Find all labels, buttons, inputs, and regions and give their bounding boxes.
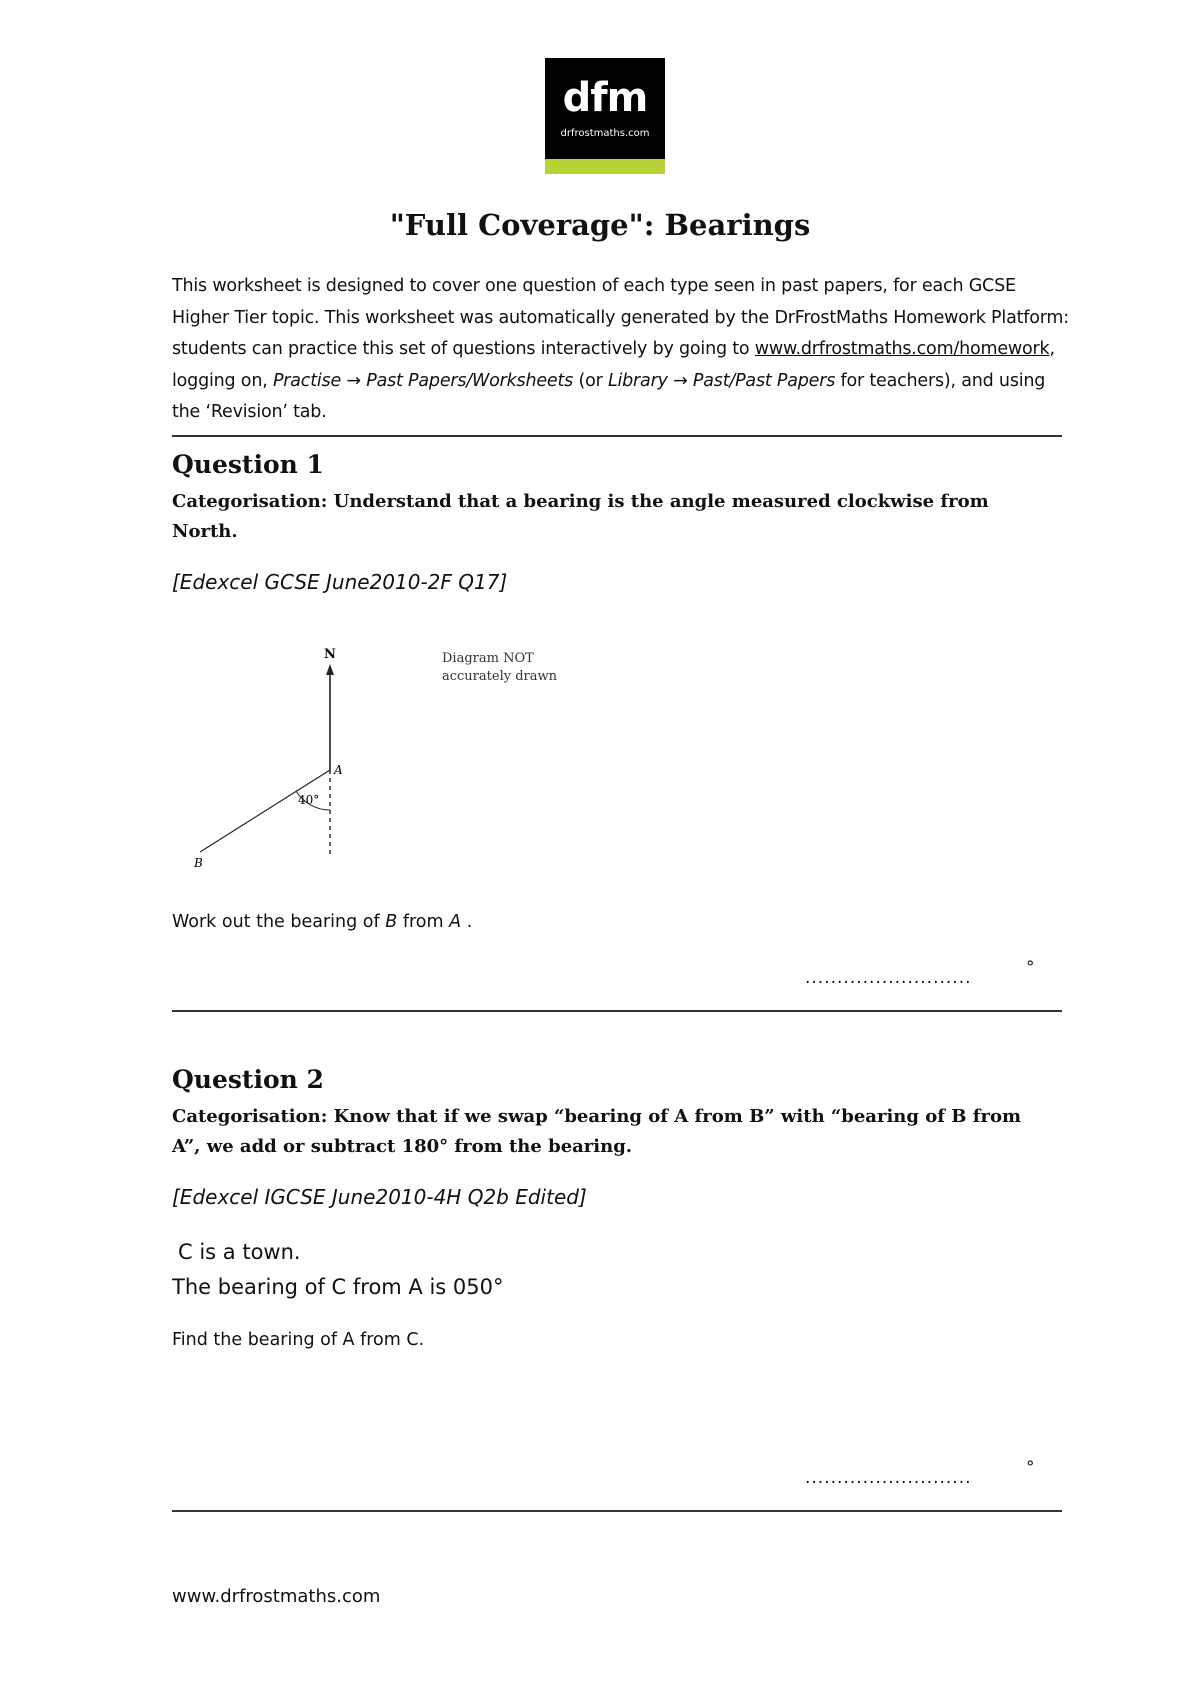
question-1-source: [Edexcel GCSE June2010-2F Q17] <box>172 570 508 594</box>
intro-text-2: , logging on, <box>172 339 1055 391</box>
question-2-prompt: Find the bearing of A from C. <box>172 1330 425 1350</box>
intro-text-1: This worksheet is designed to cover one question of each type seen in past papers, for each GCSE Higher Tier topic. This worksheet was automatically generated by the DrFrostMaths Homework Platform: students can practice this set of questions interactively by going to <box>172 276 1069 359</box>
dfm-logo <box>545 58 665 174</box>
prompt-point-a: A <box>449 912 462 932</box>
diagram-note-line-2: accurately drawn <box>442 669 557 684</box>
divider <box>172 1510 1062 1512</box>
question-2-line-2: The bearing of C from A is 050° <box>172 1275 504 1299</box>
question-2-answer-unit: ° <box>1026 1458 1035 1478</box>
question-1-prompt <box>172 912 472 932</box>
north-arrow-icon <box>326 664 334 675</box>
intro-text-4: for teachers), and using the ‘Revision’ tab. <box>172 370 1046 422</box>
logo-text: dfm <box>562 75 648 121</box>
prompt-text: Work out the bearing of <box>172 912 386 932</box>
footer-url: www.drfrostmaths.com <box>172 1586 381 1607</box>
intro-nav-path-1: Practise → Past Papers/Worksheets <box>272 370 574 391</box>
question-2-heading: Question 2 <box>172 1065 324 1094</box>
intro-nav-path-2: Library → Past/Past Papers <box>607 370 836 391</box>
homework-link[interactable]: www.drfrostmaths.com/homework <box>754 339 1050 359</box>
divider <box>172 1010 1062 1012</box>
prompt-point-b: B <box>385 912 398 932</box>
worksheet-title: "Full Coverage": Bearings <box>389 208 811 242</box>
question-1-answer-line: .......................... <box>805 968 972 988</box>
prompt-text: . <box>461 912 473 932</box>
divider <box>172 435 1062 437</box>
question-2-source: [Edexcel IGCSE June2010-4H Q2b Edited] <box>172 1185 587 1209</box>
logo-url: drfrostmaths.com <box>560 128 650 139</box>
intro-text-3: (or <box>573 370 608 391</box>
question-1-categorisation: Categorisation: Understand that a bearing is the angle measured clockwise from North. <box>172 491 989 542</box>
question-1-heading: Question 1 <box>172 450 324 479</box>
line-a-to-b <box>200 770 330 852</box>
north-label: N <box>324 647 336 662</box>
prompt-text: from <box>397 912 450 932</box>
bearing-diagram <box>180 640 560 890</box>
point-a-label: A <box>334 763 343 777</box>
question-2-answer-line: .......................... <box>805 1468 972 1488</box>
question-2-categorisation: Categorisation: Know that if we swap “bearing of A from B” with “bearing of B from A”, we add or subtract 180° from the bearing. <box>172 1106 1022 1157</box>
question-2-line-1: C is a town. <box>178 1240 301 1264</box>
point-b-label: B <box>194 856 203 870</box>
intro-paragraph <box>172 271 1072 429</box>
diagram-note-line-1: Diagram NOT <box>442 651 534 666</box>
logo-green-bar <box>545 159 665 174</box>
question-1-answer-unit: ° <box>1026 958 1035 978</box>
angle-label: 40° <box>298 793 320 807</box>
